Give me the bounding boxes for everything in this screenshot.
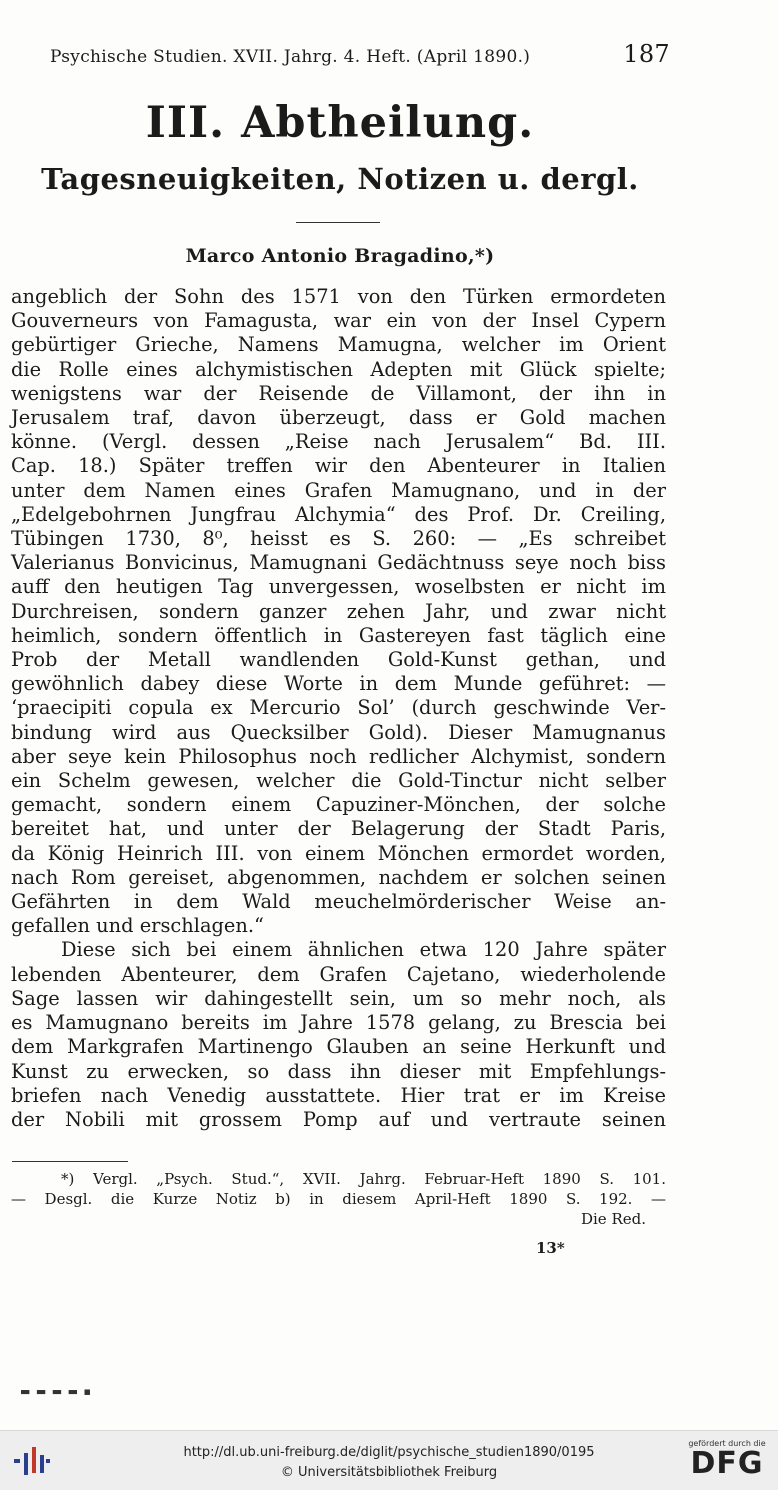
page-number: 187 bbox=[623, 40, 670, 68]
text-line: ‘praecipiti copula ex Mercurio Sol’ (durch geschwinde Ver- bbox=[11, 696, 666, 720]
footnote-divider bbox=[12, 1161, 128, 1162]
text-line: Prob der Metall wandlenden Gold-Kunst gethan, und bbox=[11, 648, 666, 672]
text-line: da König Heinrich III. von einem Mönchen ermordet worden, bbox=[11, 841, 666, 865]
document-url[interactable]: http://dl.ub.uni-freiburg.de/diglit/psychische_studien1890/0195 bbox=[183, 1445, 595, 1460]
text-line: könne. (Vergl. dessen „Reise nach Jerusalem“ Bd. III. bbox=[11, 430, 666, 454]
text-line: heimlich, sondern öffentlich in Gastereyen fast täglich eine bbox=[11, 623, 666, 647]
text-line: gefallen und erschlagen.“ bbox=[11, 914, 264, 938]
article-body bbox=[11, 285, 666, 1132]
footnote bbox=[11, 1169, 666, 1229]
text-line: briefen nach Venedig ausstattete. Hier trat er im Kreise bbox=[11, 1083, 666, 1107]
text-line: lebenden Abenteurer, dem Grafen Cajetano, wiederholende bbox=[11, 962, 666, 986]
funding-note: gefördert durch die bbox=[688, 1439, 766, 1448]
section-title: III. Abtheilung. bbox=[145, 98, 535, 148]
text-line: Durchreisen, sondern ganzer zehen Jahr, und zwar nicht bbox=[11, 599, 666, 623]
text-line: „Edelgebohrnen Jungfrau Alchymia“ des Prof. Dr. Creiling, bbox=[11, 502, 666, 526]
text-line: wenigstens war der Reisende de Villamont, der ihn in bbox=[11, 381, 666, 405]
text-line: gebürtiger Grieche, Namens Mamugna, welcher im Orient bbox=[11, 333, 666, 357]
text-line: der Nobili mit grossem Pomp auf und vertraute seinen bbox=[11, 1107, 666, 1131]
copyright-notice: © Universitätsbibliothek Freiburg bbox=[280, 1465, 498, 1480]
text-line: Gefährten in dem Wald meuchelmörderischer Weise an- bbox=[11, 890, 666, 914]
text-line: bereitet hat, und unter der Belagerung der Stadt Paris, bbox=[11, 817, 666, 841]
section-subtitle: Tagesneuigkeiten, Notizen u. dergl. bbox=[41, 162, 639, 196]
text-line: Kunst zu erwecken, so dass ihn dieser mit Empfehlungs- bbox=[11, 1059, 666, 1083]
text-line: unter dem Namen eines Grafen Mamugnano, und in der bbox=[11, 478, 666, 502]
dfg-logo bbox=[686, 1439, 768, 1480]
text-line: es Mamugnano bereits im Jahre 1578 gelang, zu Brescia bei bbox=[11, 1011, 666, 1035]
text-line: Sage lassen wir dahingestellt sein, um so mehr noch, als bbox=[11, 986, 666, 1010]
text-line: angeblich der Sohn des 1571 von den Türken ermordeten bbox=[11, 285, 666, 308]
text-line: auff den heutigen Tag unvergessen, woselbsten er nicht im bbox=[11, 575, 666, 599]
printer-signature: 13* bbox=[536, 1239, 565, 1257]
running-head bbox=[50, 40, 670, 68]
text-line: die Rolle eines alchymistischen Adepten mit Glück spielte; bbox=[11, 357, 666, 381]
text-line: Valerianus Bonvicinus, Mamugnani Gedächtnuss seye noch biss bbox=[11, 551, 666, 575]
text-line: Diese sich bei einem ähnlichen etwa 120 Jahre später bbox=[61, 938, 666, 962]
article-heading: Marco Antonio Bragadino,*) bbox=[185, 245, 495, 267]
funder-mark: DFG bbox=[690, 1446, 764, 1481]
text-line: gewöhnlich dabey diese Worte in dem Munde geführet: — bbox=[11, 672, 666, 696]
text-line: Tübingen 1730, 8⁰, heisst es S. 260: — „Es schreibet bbox=[11, 527, 666, 551]
text-line: gemacht, sondern einem Capuziner-Mönchen, der solche bbox=[11, 793, 666, 817]
text-line: aber seye kein Philosophus noch redlicher Alchymist, sondern bbox=[11, 744, 666, 768]
text-line: Jerusalem traf, davon überzeugt, dass er Gold machen bbox=[11, 406, 666, 430]
text-line: bindung wird aus Quecksilber Gold). Dieser Mamugnanus bbox=[11, 720, 666, 744]
footnote-line: — Desgl. die Kurze Notiz b) in diesem April-Heft 1890 S. 192. — bbox=[11, 1190, 666, 1208]
text-line: ein Schelm gewesen, welcher die Gold-Tinctur nicht selber bbox=[11, 769, 666, 793]
scan-artifact: ▬ ▬ ▬ ▬ ▪ bbox=[20, 1385, 93, 1398]
title-divider bbox=[296, 222, 380, 223]
running-title: Psychische Studien. XVII. Jahrg. 4. Heft. (April 1890.) bbox=[50, 47, 531, 67]
text-line: Cap. 18.) Später treffen wir den Abenteurer in Italien bbox=[11, 454, 666, 478]
footnote-editor: Die Red. bbox=[580, 1210, 646, 1228]
text-line: Gouverneurs von Famagusta, war ein von der Insel Cypern bbox=[11, 309, 666, 333]
viewer-footer bbox=[0, 1430, 778, 1490]
text-line: dem Markgrafen Martinengo Glauben an seine Herkunft und bbox=[11, 1035, 666, 1059]
text-line: nach Rom gereiset, abgenommen, nachdem er solchen seinen bbox=[11, 865, 666, 889]
footnote-line: *) Vergl. „Psych. Stud.“, XVII. Jahrg. Februar-Heft 1890 S. 101. bbox=[61, 1170, 666, 1188]
